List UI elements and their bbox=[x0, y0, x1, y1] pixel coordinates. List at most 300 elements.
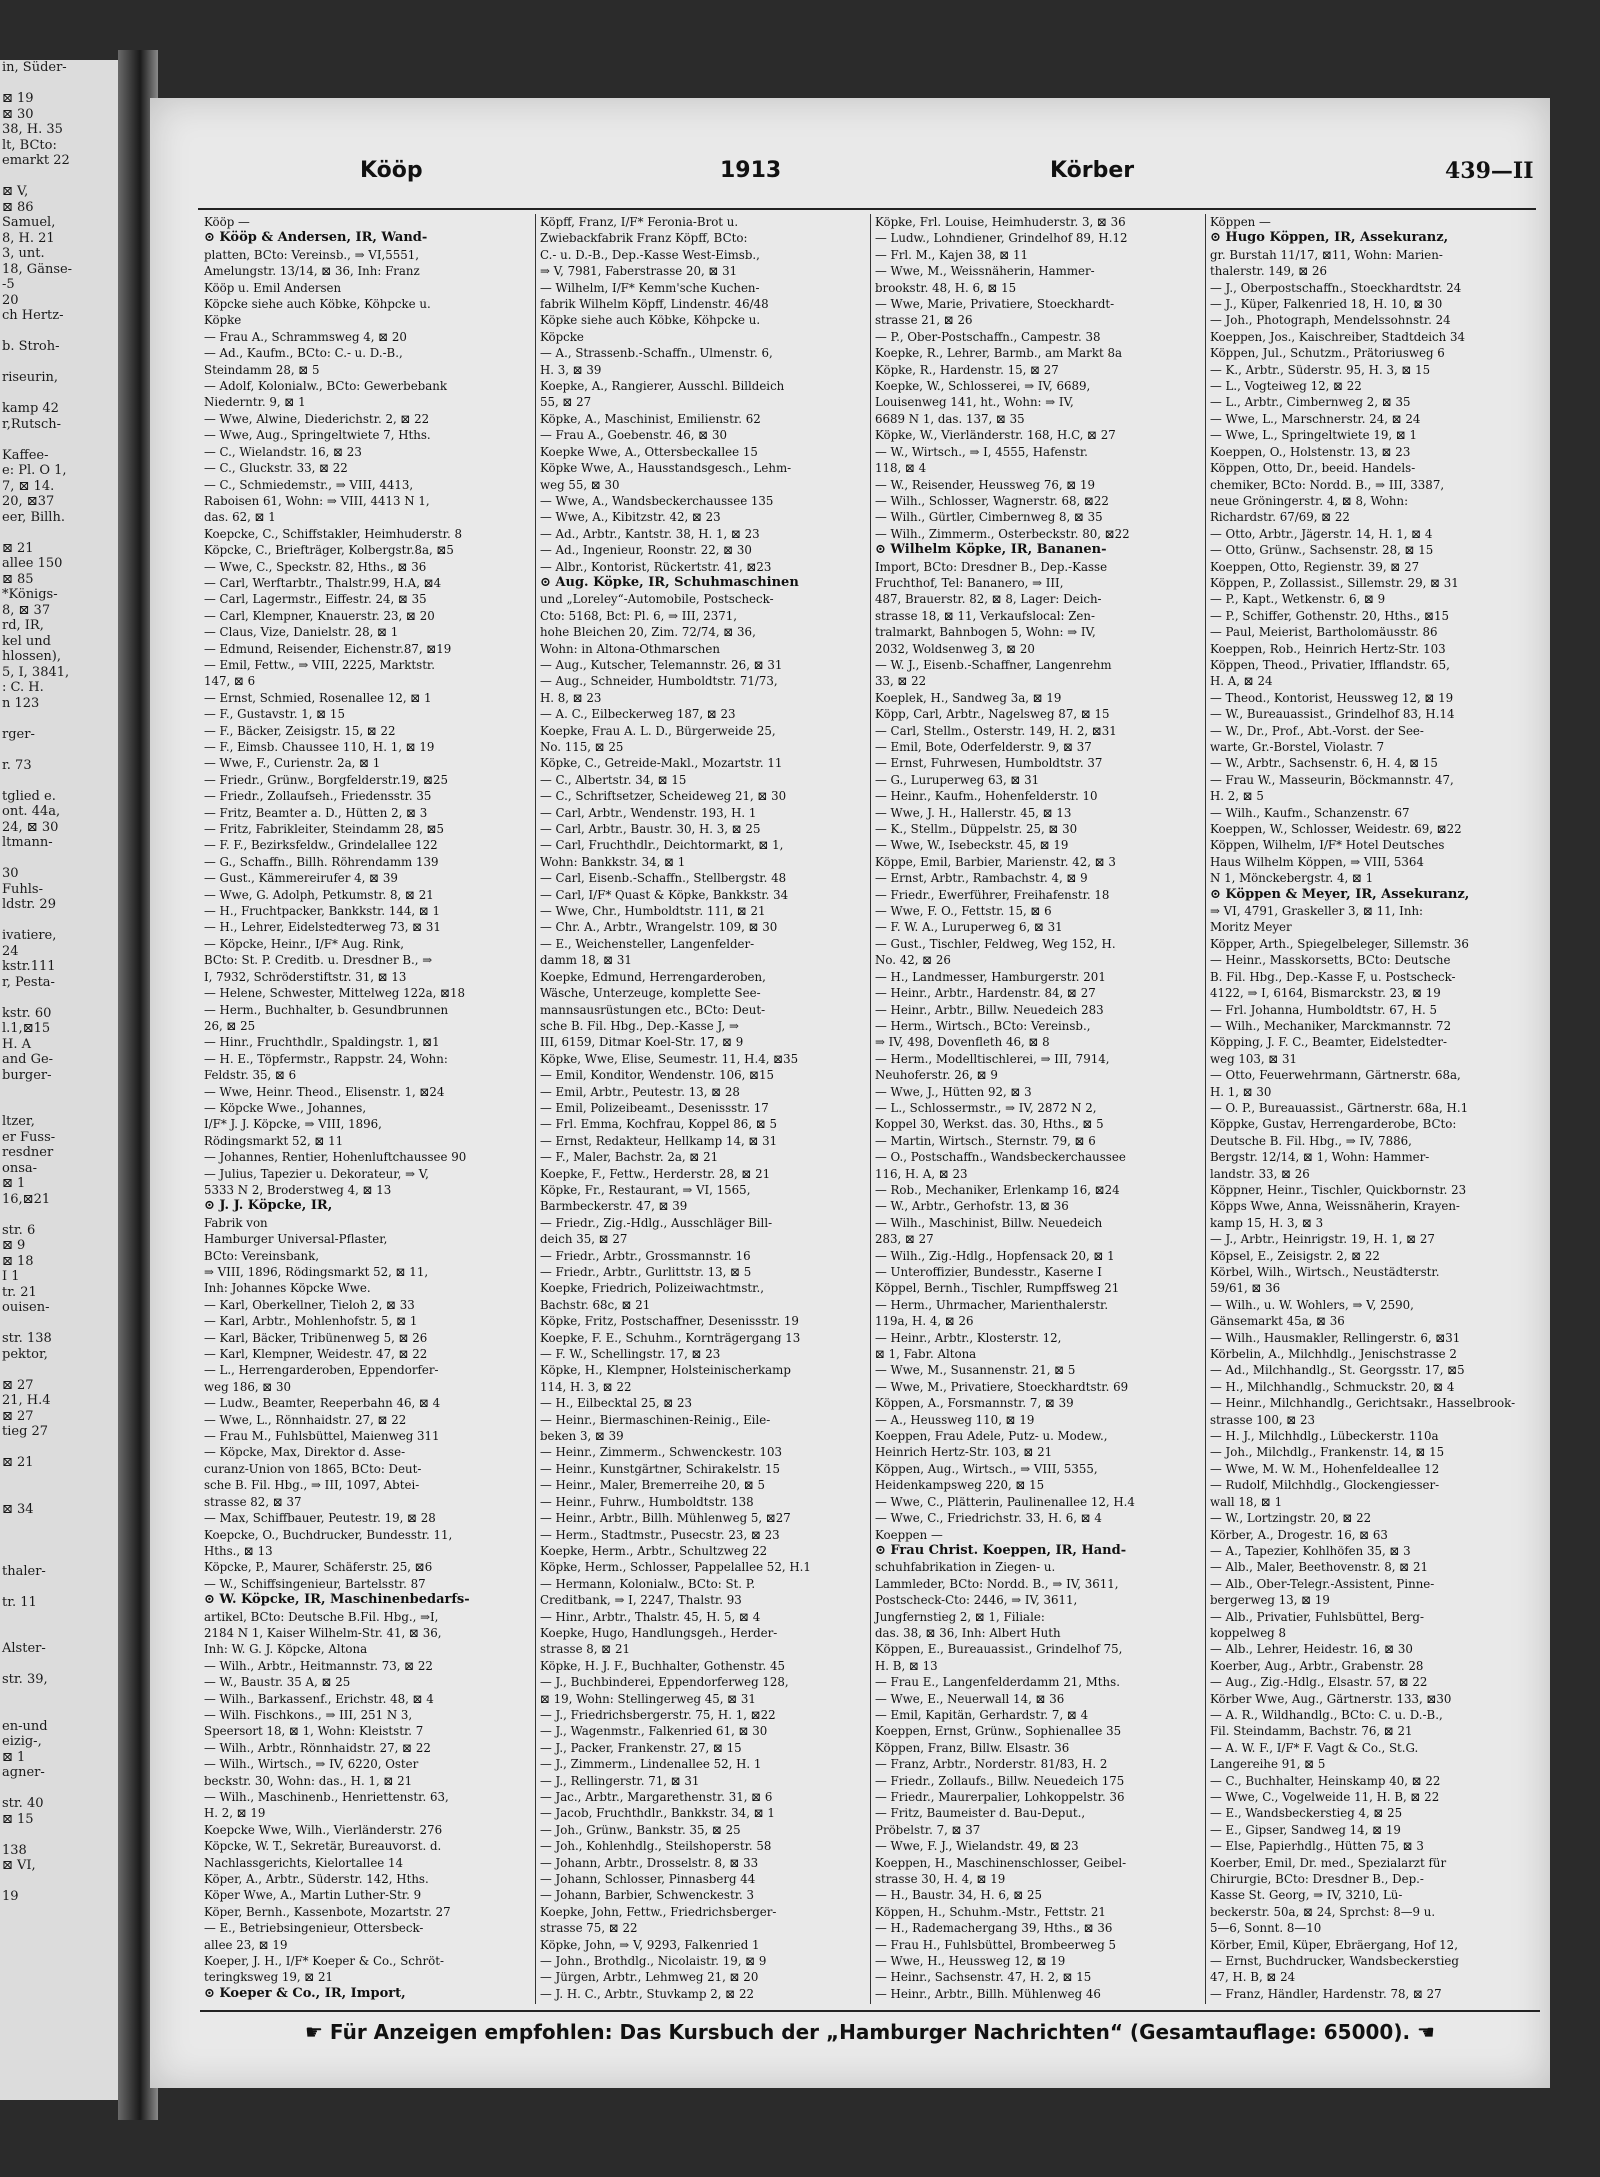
directory-entry-line: Köper, A., Arbtr., Süderstr. 142, Hths. bbox=[204, 1872, 429, 1887]
previous-page-line: : C. H. bbox=[2, 680, 44, 695]
directory-entry-line: — Martin, Wirtsch., Sternstr. 79, ⊠ 6 bbox=[875, 1133, 1096, 1148]
directory-entry-line: 116, H. A, ⊠ 23 bbox=[875, 1166, 968, 1181]
directory-entry-line: — Wwe, C., Speckstr. 82, Hths., ⊠ 36 bbox=[204, 559, 427, 574]
directory-entry-line: 33, ⊠ 22 bbox=[875, 674, 927, 689]
directory-entry-line: — J., Buchbinderei, Eppendorferweg 128, bbox=[540, 1675, 789, 1690]
directory-entry-line: — Carl, Lagermstr., Eiffestr. 24, ⊠ 35 bbox=[204, 592, 427, 607]
directory-entry-line: ⊙ Wilhelm Köpke, IR, Bananen- bbox=[875, 542, 1107, 558]
directory-entry-line: Koeper, J. H., I/F* Koeper & Co., Schröt- bbox=[204, 1954, 444, 1969]
directory-entry-line: — Wwe, C., Plätterin, Paulinenallee 12, H.4 bbox=[875, 1494, 1135, 1509]
previous-page-line: str. 40 bbox=[2, 1796, 44, 1811]
directory-entry-line: Koeppen — bbox=[875, 1527, 943, 1542]
directory-entry-line: — Wwe, M. W. M., Hohenfeldeallee 12 bbox=[1210, 1461, 1440, 1476]
directory-entry-line: C.- u. D.-B., Dep.-Kasse West-Eimsb., bbox=[540, 247, 760, 262]
directory-entry-line: — C., Wielandstr. 16, ⊠ 23 bbox=[204, 444, 362, 459]
directory-entry-line: Speersort 18, ⊠ 1, Wohn: Kleiststr. 7 bbox=[204, 1724, 424, 1739]
directory-entry-line: — H., Eilbecktal 25, ⊠ 23 bbox=[540, 1396, 692, 1411]
previous-page-line: tieg 27 bbox=[2, 1424, 49, 1439]
directory-entry-line: — Wwe, Marie, Privatiere, Stoeckhardt- bbox=[875, 297, 1115, 312]
directory-entry-line: — Friedr., Arbtr., Grossmannstr. 16 bbox=[540, 1248, 751, 1263]
previous-page-line bbox=[0, 1099, 120, 1115]
directory-entry-line: — W., Baustr. 35 A, ⊠ 25 bbox=[204, 1675, 351, 1690]
directory-entry-line: — H., Lehrer, Eidelstedterweg 73, ⊠ 31 bbox=[204, 920, 441, 935]
directory-entry-line: — Otto, Grünw., Sachsenstr. 28, ⊠ 15 bbox=[1210, 543, 1434, 558]
directory-entry-line: Köpke, Frl. Louise, Heimhuderstr. 3, ⊠ 36 bbox=[875, 215, 1126, 229]
directory-entry-line: Köpcke, C., Briefträger, Kolbergstr.8a, ⊠5 bbox=[204, 543, 454, 558]
previous-page-line: 3, unt. bbox=[2, 246, 45, 261]
directory-entry-line: ⊙ Aug. Köpke, IR, Schuhmaschinen bbox=[540, 574, 799, 590]
directory-entry-line: Postscheck-Cto: 2446, ⇒ IV, 3611, bbox=[875, 1593, 1078, 1608]
directory-entry-line: Fil. Steindamm, Bachstr. 76, ⊠ 21 bbox=[1210, 1724, 1413, 1739]
previous-page-line bbox=[0, 1533, 120, 1549]
directory-entry-line: das. 62, ⊠ 1 bbox=[204, 510, 276, 525]
directory-entry-line: Köpcke, W. T., Sekretär, Bureauvorst. d. bbox=[204, 1839, 442, 1854]
previous-page-line bbox=[0, 1471, 120, 1487]
directory-entry-line: — H. E., Töpfermstr., Rappstr. 24, Wohn: bbox=[204, 1051, 448, 1066]
directory-entry-line: 55, ⊠ 27 bbox=[540, 395, 592, 410]
directory-entry-line: 147, ⊠ 6 bbox=[204, 674, 256, 689]
directory-entry-line: Bachstr. 68c, ⊠ 21 bbox=[540, 1297, 651, 1312]
directory-entry-line: — L., Herrengarderoben, Eppendorfer- bbox=[204, 1363, 439, 1378]
directory-entry-line: Köpke, Wwe, Elise, Seumestr. 11, H.4, ⊠35 bbox=[540, 1051, 799, 1066]
previous-page-line: 5, I, 3841, bbox=[2, 664, 70, 680]
directory-entry-line: — F., Eimsb. Chaussee 110, H. 1, ⊠ 19 bbox=[204, 740, 435, 754]
previous-page-line bbox=[0, 1703, 120, 1719]
header-year: 1913 bbox=[720, 158, 782, 183]
directory-entry-line: Köper Wwe, A., Martin Luther-Str. 9 bbox=[204, 1888, 422, 1903]
directory-entry-line: B. Fil. Hbg., Dep.-Kasse F, u. Postscheck- bbox=[1210, 969, 1456, 984]
previous-page-line bbox=[0, 1626, 120, 1642]
directory-entry-line: — Herm., Wirtsch., BCto: Vereinsb., bbox=[875, 1018, 1091, 1033]
directory-entry-line: — Wwe, F. O., Fettstr. 15, ⊠ 6 bbox=[875, 904, 1052, 919]
previous-page-line: eer, Billh. bbox=[2, 509, 65, 525]
directory-entry-line: 2032, Woldsenweg 3, ⊠ 20 bbox=[875, 641, 1035, 656]
directory-entry-line: — Frau W., Masseurin, Böckmannstr. 47, bbox=[1210, 772, 1454, 787]
previous-page-line: ⊠ 19 bbox=[2, 91, 34, 106]
directory-entry-line: — Emil, Fettw., ⇒ VIII, 2225, Marktstr. bbox=[204, 657, 436, 672]
column-2 bbox=[535, 214, 856, 2004]
previous-page-line: ⊠ 18 bbox=[2, 1253, 34, 1269]
directory-entry-line: Körber, Emil, Küper, Ebräergang, Hof 12, bbox=[1210, 1937, 1458, 1952]
directory-entry-line: — Frl. M., Kajen 38, ⊠ 11 bbox=[875, 247, 1028, 262]
directory-entry-line: Koeppen, W., Schlosser, Weidestr. 69, ⊠22 bbox=[1210, 822, 1462, 837]
previous-page-line: ⊠ 34 bbox=[2, 1501, 34, 1517]
directory-entry-line: — Herm., Uhrmacher, Marienthalerstr. bbox=[875, 1297, 1109, 1312]
previous-page-line bbox=[0, 990, 120, 1006]
directory-entry-line: strasse 30, H. 4, ⊠ 19 bbox=[875, 1872, 1006, 1887]
directory-entry-line: Kööp u. Emil Andersen bbox=[204, 280, 342, 295]
directory-entry-line: ⊙ Koeper & Co., IR, Import, bbox=[204, 1985, 406, 2001]
directory-entry-line: — Wwe, M., Weissnäherin, Hammer- bbox=[875, 264, 1095, 279]
directory-entry-line: — Heinr., Arbtr., Hardenstr. 84, ⊠ 27 bbox=[875, 986, 1096, 1001]
directory-entry-line: — W. J., Eisenb.-Schaffner, Langenrehm bbox=[875, 657, 1112, 672]
directory-entry-line: Koepke, A., Rangierer, Ausschl. Billdeich bbox=[540, 379, 785, 394]
previous-page-line bbox=[0, 711, 120, 727]
directory-entry-line: 26, ⊠ 25 bbox=[204, 1018, 256, 1033]
directory-entry-line: — Alb., Privatier, Fuhlsbüttel, Berg- bbox=[1210, 1609, 1424, 1624]
directory-entry-line: — Wwe, C., Friedrichstr. 33, H. 6, ⊠ 4 bbox=[875, 1511, 1102, 1526]
previous-page-line: Kaffee- bbox=[2, 447, 49, 463]
directory-entry-line: — Max, Schiffbauer, Peutestr. 19, ⊠ 28 bbox=[204, 1511, 436, 1526]
directory-entry-line: — C., Gluckstr. 33, ⊠ 22 bbox=[204, 461, 348, 476]
previous-page-line: 20, ⊠37 bbox=[2, 494, 55, 509]
directory-entry-line: III, 6159, Ditmar Koel-Str. 17, ⊠ 9 bbox=[540, 1035, 744, 1050]
directory-entry-line: kamp 15, H. 3, ⊠ 3 bbox=[1210, 1215, 1324, 1230]
previous-page-line bbox=[0, 525, 120, 541]
directory-entry-line: Köppen, Otto, Dr., beeid. Handels- bbox=[1210, 461, 1416, 476]
directory-entry-line: — Köpcke Wwe., Johannes, bbox=[204, 1100, 367, 1115]
directory-entry-line: — Claus, Vize, Danielstr. 28, ⊠ 1 bbox=[204, 625, 399, 640]
directory-entry-line: — Friedr., Ewerführer, Freihafenstr. 18 bbox=[875, 887, 1110, 902]
directory-entry-line: — H., Landmesser, Hamburgerstr. 201 bbox=[875, 969, 1106, 984]
directory-entry-line: — Wilh., Barkassenf., Erichstr. 48, ⊠ 4 bbox=[204, 1691, 434, 1706]
directory-entry-line: — H., Milchhandlg., Schmuckstr. 20, ⊠ 4 bbox=[1210, 1379, 1455, 1394]
directory-entry-line: Neuhoferstr. 26, ⊠ 9 bbox=[875, 1068, 998, 1083]
directory-entry-line: — Wwe, W., Isebeckstr. 45, ⊠ 19 bbox=[875, 838, 1069, 853]
previous-page-line: ltzer, bbox=[2, 1114, 35, 1129]
directory-entry-line: — Jac., Arbtr., Margarethenstr. 31, ⊠ 6 bbox=[540, 1790, 773, 1804]
directory-entry-line: — Wilh., Maschinenb., Henriettenstr. 63, bbox=[204, 1790, 449, 1804]
directory-entry-line: — Emil, Bote, Oderfelderstr. 9, ⊠ 37 bbox=[875, 740, 1092, 754]
previous-page-line: 24 bbox=[2, 943, 19, 959]
directory-entry-line: Import, BCto: Dresdner B., Dep.-Kasse bbox=[875, 559, 1108, 574]
directory-entry-line: — P., Schiffer, Gothenstr. 20, Hths., ⊠15 bbox=[1210, 608, 1450, 623]
directory-entry-line: ⇒ VIII, 1896, Rödingsmarkt 52, ⊠ 11, bbox=[204, 1265, 429, 1279]
directory-entry-line: Koepke, W., Schlosserei, ⇒ IV, 6689, bbox=[875, 379, 1091, 394]
directory-entry-line: ⊙ J. J. Köpcke, IR, bbox=[204, 1198, 333, 1214]
directory-entry-line: H. B, ⊠ 13 bbox=[875, 1658, 938, 1673]
previous-page-line: str. 39, bbox=[2, 1672, 48, 1687]
directory-entry-line: — Ad., Ingenieur, Roonstr. 22, ⊠ 30 bbox=[540, 543, 752, 558]
directory-entry-line: Rödingsmarkt 52, ⊠ 11 bbox=[204, 1133, 344, 1148]
directory-entry-line: — John., Brothdlg., Nicolaistr. 19, ⊠ 9 bbox=[540, 1954, 767, 1969]
previous-page-line bbox=[0, 1517, 120, 1533]
directory-entry-line: — Wwe, H., Heussweg 12, ⊠ 19 bbox=[875, 1954, 1066, 1969]
directory-entry-line: — Wwe, L., Marschnerstr. 24, ⊠ 24 bbox=[1210, 411, 1421, 426]
directory-entry-line: — Ludw., Lohndiener, Grindelhof 89, H.12 bbox=[875, 231, 1128, 246]
directory-entry-line: — Friedr., Zollaufs., Billw. Neuedeich 175 bbox=[875, 1773, 1125, 1788]
directory-entry-line: — L., Vogteiweg 12, ⊠ 22 bbox=[1210, 379, 1362, 394]
directory-entry-line: Köppen, A., Forsmannstr. 7, ⊠ 39 bbox=[875, 1396, 1074, 1411]
directory-entry-line: — Ernst, Buchdrucker, Wandsbeckerstieg bbox=[1210, 1954, 1459, 1969]
directory-entry-line: — Heinr., Kunstgärtner, Schirakelstr. 15 bbox=[540, 1461, 780, 1476]
directory-entry-line: Köppen, Aug., Wirtsch., ⇒ VIII, 5355, bbox=[875, 1461, 1098, 1476]
directory-entry-line: — L., Schlossermstr., ⇒ IV, 2872 N 2, bbox=[875, 1100, 1097, 1115]
directory-entry-line: — Alb., Maler, Beethovenstr. 8, ⊠ 21 bbox=[1210, 1560, 1428, 1575]
previous-page-line: ch Hertz- bbox=[2, 308, 64, 323]
directory-entry-line: — Hinr., Fruchthdlr., Spaldingstr. 1, ⊠1 bbox=[204, 1035, 440, 1050]
directory-entry-line: — C., Schmiedemstr., ⇒ VIII, 4413, bbox=[204, 477, 414, 492]
directory-entry-line: No. 115, ⊠ 25 bbox=[540, 740, 624, 754]
directory-entry-line: — W., Arbtr., Gerhofstr. 13, ⊠ 36 bbox=[875, 1199, 1069, 1214]
directory-entry-line: Heinrich Hertz-Str. 103, ⊠ 21 bbox=[875, 1445, 1053, 1460]
directory-entry-line: 114, H. 3, ⊠ 22 bbox=[540, 1379, 632, 1394]
directory-entry-line: — Wwe, Aug., Springeltwiete 7, Hths. bbox=[204, 428, 431, 443]
directory-entry-line: — J., Oberpostschaffn., Stoeckhardtstr. 24 bbox=[1210, 280, 1462, 295]
directory-entry-line: — Fritz, Fabrikleiter, Steindamm 28, ⊠5 bbox=[204, 822, 445, 837]
directory-entry-line: N 1, Mönckebergstr. 4, ⊠ 1 bbox=[1210, 871, 1374, 886]
directory-entry-line: — Alb., Ober-Telegr.-Assistent, Pinne- bbox=[1210, 1576, 1435, 1591]
directory-entry-line: — Paul, Meierist, Bartholomäusstr. 86 bbox=[1210, 625, 1438, 640]
directory-entry-line: curanz-Union von 1865, BCto: Deut- bbox=[204, 1461, 422, 1476]
directory-entry-line: weg 103, ⊠ 31 bbox=[1210, 1051, 1298, 1066]
pointing-hand-icon: ☛ bbox=[305, 2020, 330, 2044]
directory-entry-line: — Wwe, G. Adolph, Petkumstr. 8, ⊠ 21 bbox=[204, 887, 434, 902]
directory-entry-line: Barmbeckerstr. 47, ⊠ 39 bbox=[540, 1199, 688, 1214]
directory-entry-line: strasse 18, ⊠ 11, Verkaufslocal: Zen- bbox=[875, 608, 1095, 623]
directory-entry-line: Köppen, E., Bureauassist., Grindelhof 75, bbox=[875, 1642, 1123, 1657]
directory-entry-line: — Johann, Barbier, Schwenckestr. 3 bbox=[540, 1888, 755, 1903]
directory-entry-line: Köpke, A., Maschinist, Emilienstr. 62 bbox=[540, 411, 761, 426]
directory-entry-line: — W., Arbtr., Sachsenstr. 6, H. 4, ⊠ 15 bbox=[1210, 756, 1438, 771]
directory-entry-line: — Carl, Arbtr., Baustr. 30, H. 3, ⊠ 25 bbox=[540, 822, 761, 837]
directory-entry-line: — Heinr., Sachsenstr. 47, H. 2, ⊠ 15 bbox=[875, 1970, 1092, 1985]
directory-entry-line: beckerstr. 50a, ⊠ 24, Sprchst: 8—9 u. bbox=[1210, 1904, 1436, 1919]
previous-page-line bbox=[0, 1781, 120, 1797]
directory-entry-line: — Wwe, F., Curienstr. 2a, ⊠ 1 bbox=[204, 756, 381, 771]
directory-entry-line: koppelweg 8 bbox=[1210, 1625, 1286, 1640]
directory-entry-line: — L., Arbtr., Cimbernweg 2, ⊠ 35 bbox=[1210, 395, 1411, 410]
previous-page-line: ldstr. 29 bbox=[2, 897, 56, 912]
directory-entry-line: Wäsche, Unterzeuge, komplette See- bbox=[540, 986, 761, 1001]
previous-page-fragment bbox=[0, 60, 120, 2100]
previous-page-line: kstr. 60 bbox=[2, 1005, 52, 1021]
directory-entry-line: Kööp — bbox=[204, 215, 250, 229]
directory-entry-line: Köppen, Franz, Billw. Elsastr. 36 bbox=[875, 1740, 1070, 1755]
directory-entry-line bbox=[871, 2002, 1191, 2004]
directory-entry-line: Langereihe 91, ⊠ 5 bbox=[1210, 1757, 1326, 1772]
directory-entry-line: Koepke, Friedrich, Polizeiwachtmstr., bbox=[540, 1281, 764, 1296]
column-1 bbox=[200, 214, 520, 2004]
previous-page-line: tr. 11 bbox=[2, 1594, 37, 1610]
directory-entry-line: Niederntr. 9, ⊠ 1 bbox=[204, 395, 306, 410]
directory-entry-line: — Karl, Klempner, Weidestr. 47, ⊠ 22 bbox=[204, 1347, 428, 1362]
directory-entry-line: strasse 100, ⊠ 23 bbox=[1210, 1412, 1315, 1427]
directory-entry-line: — Ernst, Redakteur, Hellkamp 14, ⊠ 31 bbox=[540, 1133, 778, 1148]
directory-entry-line: ⇒ VI, 4791, Graskeller 3, ⊠ 11, Inh: bbox=[1210, 904, 1424, 919]
previous-page-line bbox=[0, 432, 120, 448]
directory-entry-line: ⊙ Köppen & Meyer, IR, Assekuranz, bbox=[1210, 886, 1470, 902]
directory-entry-line: — Hermann, Kolonialw., BCto: St. P. bbox=[540, 1576, 756, 1591]
directory-entry-line: Amelungstr. 13/14, ⊠ 36, Inh: Franz bbox=[204, 264, 420, 279]
directory-entry-line: — Köpcke, Heinr., I/F* Aug. Rink, bbox=[204, 936, 404, 951]
directory-entry-line: — Aug., Kutscher, Telemannstr. 26, ⊠ 31 bbox=[540, 657, 783, 672]
directory-entry-line: — J. H. C., Arbtr., Stuvkamp 2, ⊠ 22 bbox=[540, 1986, 754, 2001]
directory-entry-line: gr. Burstah 11/17, ⊠11, Wohn: Marien- bbox=[1210, 247, 1443, 262]
directory-entry-line: — C., Buchhalter, Heinskamp 40, ⊠ 22 bbox=[1210, 1773, 1441, 1788]
previous-page-line: rd, IR, bbox=[2, 618, 44, 633]
previous-page-line: tglied e. bbox=[2, 788, 56, 804]
directory-entry-line: — E., Wandsbeckerstieg 4, ⊠ 25 bbox=[1210, 1806, 1403, 1821]
directory-entry-line: — C., Schriftsetzer, Scheideweg 21, ⊠ 30 bbox=[540, 789, 787, 804]
directory-entry-line: — Heinr., Arbtr., Billw. Neuedeich 283 bbox=[875, 1002, 1104, 1017]
directory-entry-line: ⊠ 1, Fabr. Altona bbox=[875, 1347, 977, 1362]
directory-entry-line: — A. C., Eilbeckerweg 187, ⊠ 23 bbox=[540, 707, 736, 722]
previous-page-line bbox=[0, 324, 120, 340]
previous-page-line bbox=[0, 742, 120, 758]
directory-entry-line: Wohn: Bankkstr. 34, ⊠ 1 bbox=[540, 854, 686, 869]
previous-page-line: ⊠ 1 bbox=[2, 1749, 26, 1765]
directory-entry-line: — Heinr., Biermaschinen-Reinig., Eile- bbox=[540, 1412, 771, 1427]
previous-page-line: hlossen), bbox=[2, 649, 61, 664]
directory-entry-line: Fabrik von bbox=[204, 1215, 268, 1230]
directory-entry-line: — Ad., Milchhandlg., St. Georgsstr. 17, ⊠5 bbox=[1210, 1363, 1465, 1378]
directory-entry-line bbox=[200, 2002, 520, 2004]
directory-entry-line: — Wilh., Gürtler, Cimbernweg 8, ⊠ 35 bbox=[875, 510, 1103, 525]
directory-entry-line: Köpke, C., Getreide-Makl., Mozartstr. 11 bbox=[540, 756, 783, 771]
directory-entry-line: sche B. Fil. Hbg., Dep.-Kasse J, ⇒ bbox=[540, 1018, 739, 1033]
previous-page-line: b. Stroh- bbox=[2, 339, 60, 354]
directory-entry-line: ⊠ 19, Wohn: Stellingerweg 45, ⊠ 31 bbox=[540, 1691, 756, 1706]
directory-entry-line: — Wwe, A., Kibitzstr. 42, ⊠ 23 bbox=[540, 510, 721, 525]
directory-entry-line: 283, ⊠ 27 bbox=[875, 1232, 934, 1247]
directory-entry-line: — A., Strassenb.-Schaffn., Ulmenstr. 6, bbox=[540, 346, 773, 361]
directory-entry-line: — Edmund, Reisender, Eichenstr.87, ⊠19 bbox=[204, 641, 452, 656]
directory-entry-line: — Johannes, Rentier, Hohenluftchaussee 90 bbox=[204, 1150, 467, 1165]
directory-entry-line: — Ad., Arbtr., Kantstr. 38, H. 1, ⊠ 23 bbox=[540, 526, 760, 541]
previous-page-line: Samuel, bbox=[2, 215, 56, 230]
directory-entry-line: Raboisen 61, Wohn: ⇒ VIII, 4413 N 1, bbox=[204, 493, 430, 508]
directory-entry-line: tralmarkt, Bahnbogen 5, Wohn: ⇒ IV, bbox=[875, 625, 1096, 640]
directory-entry-line: Köppen, Wilhelm, I/F* Hotel Deutsches bbox=[1210, 838, 1445, 853]
directory-entry-line: Köpke, H., Klempner, Holsteinischerkamp bbox=[540, 1363, 791, 1378]
directory-entry-line: — Frl. Emma, Kochfrau, Koppel 86, ⊠ 5 bbox=[540, 1117, 777, 1132]
directory-entry-line: — Franz, Arbtr., Norderstr. 81/83, H. 2 bbox=[875, 1757, 1108, 1772]
directory-entry-line: — Fritz, Beamter a. D., Hütten 2, ⊠ 3 bbox=[204, 805, 428, 820]
directory-entry-line: schuhfabrikation in Ziegen- u. bbox=[875, 1560, 1056, 1575]
directory-entry-line: — Joh., Photograph, Mendelssohnstr. 24 bbox=[1210, 313, 1451, 328]
directory-entry-line: — Heinr., Arbtr., Billh. Mühlenweg 5, ⊠27 bbox=[540, 1511, 791, 1526]
directory-entry-line: Köpcke siehe auch Köbke, Köhpcke u. bbox=[204, 297, 431, 312]
directory-entry-line: — Hinr., Arbtr., Thalstr. 45, H. 5, ⊠ 4 bbox=[540, 1609, 761, 1624]
directory-entry-line: beckstr. 30, Wohn: das., H. 1, ⊠ 21 bbox=[204, 1773, 413, 1788]
directory-entry-line: ⊙ Kööp & Andersen, IR, Wand- bbox=[204, 230, 428, 246]
footer-advertisement: Für Anzeigen empfohlen: Das Kursbuch der „Hamburger Nachrichten“ (Gesamtauflage: 65000). bbox=[329, 2020, 1411, 2044]
directory-entry-line: — J., Friedrichsbergerstr. 75, H. 1, ⊠22 bbox=[540, 1707, 776, 1722]
previous-page-line: lt, BCto: bbox=[2, 137, 57, 153]
directory-entry-line: — Carl, Arbtr., Wendenstr. 193, H. 1 bbox=[540, 805, 757, 820]
previous-page-line: ouisen- bbox=[2, 1300, 50, 1315]
directory-entry-line: das. 38, ⊠ 36, Inh: Albert Huth bbox=[875, 1625, 1061, 1640]
previous-page-line bbox=[0, 913, 120, 929]
directory-entry-line: ⊙ W. Köpcke, IR, Maschinenbedarfs- bbox=[204, 1592, 470, 1608]
directory-entry-line: 118, ⊠ 4 bbox=[875, 461, 927, 476]
directory-entry-line: — Wwe, J., Hütten 92, ⊠ 3 bbox=[875, 1084, 1032, 1099]
previous-page-line: er Fuss- bbox=[2, 1129, 56, 1145]
previous-page-line: ⊠ 15 bbox=[2, 1811, 34, 1827]
previous-page-line bbox=[0, 76, 120, 92]
directory-entry-line: — Jacob, Fruchthdlr., Bankkstr. 34, ⊠ 1 bbox=[540, 1806, 775, 1821]
directory-entry-line: Köpke, R., Hardenstr. 15, ⊠ 27 bbox=[875, 362, 1059, 377]
previous-page-line bbox=[0, 1440, 120, 1456]
previous-page-line: 16,⊠21 bbox=[2, 1191, 51, 1207]
previous-page-line bbox=[0, 1207, 120, 1223]
directory-entry-line: strasse 75, ⊠ 22 bbox=[540, 1921, 638, 1936]
directory-entry-line: — Carl, Werftarbtr., Thalstr.99, H.A, ⊠4 bbox=[204, 575, 442, 590]
directory-entry-line: Bergstr. 12/14, ⊠ 1, Wohn: Hammer- bbox=[1210, 1150, 1430, 1165]
directory-entry-line: — W., Wirtsch., ⇒ I, 4555, Hafenstr. bbox=[875, 444, 1088, 459]
directory-entry-line: — Emil, Arbtr., Peutestr. 13, ⊠ 28 bbox=[540, 1084, 740, 1099]
previous-page-line: ⊠ 30 bbox=[2, 106, 34, 122]
previous-page-line: str. 6 bbox=[2, 1222, 36, 1238]
directory-entry-line: — Friedr., Arbtr., Gurlittstr. 13, ⊠ 5 bbox=[540, 1265, 752, 1279]
previous-page-line: tr. 21 bbox=[2, 1284, 37, 1300]
directory-entry-line: — O., Postschaffn., Wandsbeckerchaussee bbox=[875, 1150, 1126, 1165]
directory-entry-line: — E., Betriebsingenieur, Ottersbeck- bbox=[204, 1921, 424, 1936]
directory-entry-line: Koepke, F. E., Schuhm., Kornträgergang 13 bbox=[540, 1330, 801, 1345]
directory-entry-line: Köppen, H., Schuhm.-Mstr., Fettstr. 21 bbox=[875, 1904, 1106, 1919]
previous-page-line: ⊠ VI, bbox=[2, 1858, 36, 1873]
directory-entry-line: — Wilh., Mechaniker, Marckmannstr. 72 bbox=[1210, 1018, 1452, 1033]
previous-page-line: ⊠ V, bbox=[2, 184, 29, 199]
previous-page-line bbox=[0, 1548, 120, 1564]
directory-entry-line: — G., Luruperweg 63, ⊠ 31 bbox=[875, 772, 1040, 787]
previous-page-line: emarkt 22 bbox=[2, 153, 70, 168]
header-right-catchword: Körber bbox=[1050, 158, 1135, 183]
previous-page-line: ⊠ 27 bbox=[2, 1377, 34, 1393]
directory-entry-line: — F., Maler, Bachstr. 2a, ⊠ 21 bbox=[540, 1150, 719, 1165]
directory-entry-line: Köpke bbox=[204, 313, 242, 328]
previous-page-line: H. A bbox=[2, 1036, 31, 1052]
directory-entry-line: Köpke siehe auch Köbke, Köhpcke u. bbox=[540, 313, 761, 328]
previous-page-line: 38, H. 35 bbox=[2, 122, 63, 137]
previous-page-line: 7, ⊠ 14. bbox=[2, 478, 55, 494]
directory-entry-line: Cto: 5168, Bct: Pl. 6, ⇒ III, 2371, bbox=[540, 608, 737, 623]
previous-page-line: ⊠ 21 bbox=[2, 540, 34, 556]
previous-page-line: 8, ⊠ 37 bbox=[2, 602, 51, 618]
directory-entry-line: 47, H. B, ⊠ 24 bbox=[1210, 1970, 1296, 1985]
previous-page-line: ont. 44a, bbox=[2, 804, 61, 819]
directory-entry-line: Köpke, W., Vierländerstr. 168, H.C, ⊠ 27 bbox=[875, 428, 1116, 443]
directory-entry-line: allee 23, ⊠ 19 bbox=[204, 1937, 288, 1952]
directory-entry-line: H. 3, ⊠ 39 bbox=[540, 362, 602, 377]
directory-entry-line: warte, Gr.-Borstel, Violastr. 7 bbox=[1210, 740, 1385, 754]
directory-entry-line: — G., Schaffn., Billh. Röhrendamm 139 bbox=[204, 854, 439, 869]
directory-entry-line: brookstr. 48, H. 6, ⊠ 15 bbox=[875, 280, 1017, 295]
directory-entry-line: Köpcke, P., Maurer, Schäferstr. 25, ⊠6 bbox=[204, 1560, 433, 1575]
directory-entry-line: fabrik Wilhelm Köpff, Lindenstr. 46/48 bbox=[540, 297, 769, 312]
directory-entry-line: 2184 N 1, Kaiser Wilhelm-Str. 41, ⊠ 36, bbox=[204, 1625, 442, 1640]
directory-entry-line: Köppel, Bernh., Tischler, Rumpffsweg 21 bbox=[875, 1281, 1120, 1296]
previous-page-line bbox=[0, 1316, 120, 1332]
directory-entry-line: Hamburger Universal-Pflaster, bbox=[204, 1232, 388, 1247]
directory-entry-line: Zwiebackfabrik Franz Köpff, BCto: bbox=[540, 231, 748, 246]
previous-page-line: 20 bbox=[2, 292, 19, 308]
directory-entry-line: ⊙ Frau Christ. Koeppen, IR, Hand- bbox=[875, 1542, 1127, 1558]
directory-entry-line: — Heinr., Arbtr., Klosterstr. 12, bbox=[875, 1330, 1062, 1345]
directory-entry-line: — J., Wagenmstr., Falkenried 61, ⊠ 30 bbox=[540, 1724, 768, 1739]
directory-page bbox=[150, 98, 1550, 2088]
directory-entry-line: Koepke, John, Fettw., Friedrichsberger- bbox=[540, 1904, 777, 1919]
directory-entry-line: — A. R., Wildhandlg., BCto: C. u. D.-B., bbox=[1210, 1707, 1443, 1722]
directory-entry-line: — F., Bäcker, Zeisigstr. 15, ⊠ 22 bbox=[204, 723, 396, 738]
directory-entry-line: 5333 N 2, Broderstweg 4, ⊠ 13 bbox=[204, 1182, 392, 1197]
directory-entry-line: Koepcke Wwe, Wilh., Vierländerstr. 276 bbox=[204, 1822, 443, 1837]
directory-entry-line: — Wwe, Chr., Humboldtstr. 111, ⊠ 21 bbox=[540, 904, 766, 919]
directory-entry-line: — F., Gustavstr. 1, ⊠ 15 bbox=[204, 707, 345, 722]
directory-entry-line: Pröbelstr. 7, ⊠ 37 bbox=[875, 1822, 981, 1837]
directory-entry-line: — Wwe, L., Springeltwiete 19, ⊠ 1 bbox=[1210, 428, 1417, 443]
directory-entry-line: Köppe, Emil, Barbier, Marienstr. 42, ⊠ 3 bbox=[875, 854, 1116, 869]
directory-entry-line: — Wilhelm, I/F* Kemm'sche Kuchen- bbox=[540, 280, 760, 295]
previous-page-line bbox=[0, 1874, 120, 1890]
directory-entry-line: — Wwe, J. H., Hallerstr. 45, ⊠ 13 bbox=[875, 805, 1072, 820]
directory-entry-line: — Albr., Kontorist, Rückertstr. 41, ⊠23 bbox=[540, 559, 772, 574]
directory-entry-line: — Joh., Grünw., Bankstr. 35, ⊠ 25 bbox=[540, 1822, 741, 1837]
directory-entry-line: — W., Bureauassist., Grindelhof 83, H.14 bbox=[1210, 707, 1455, 722]
directory-entry-line: deich 35, ⊠ 27 bbox=[540, 1232, 628, 1247]
directory-entry-line: — Ernst, Fuhrwesen, Humboldtstr. 37 bbox=[875, 756, 1103, 771]
